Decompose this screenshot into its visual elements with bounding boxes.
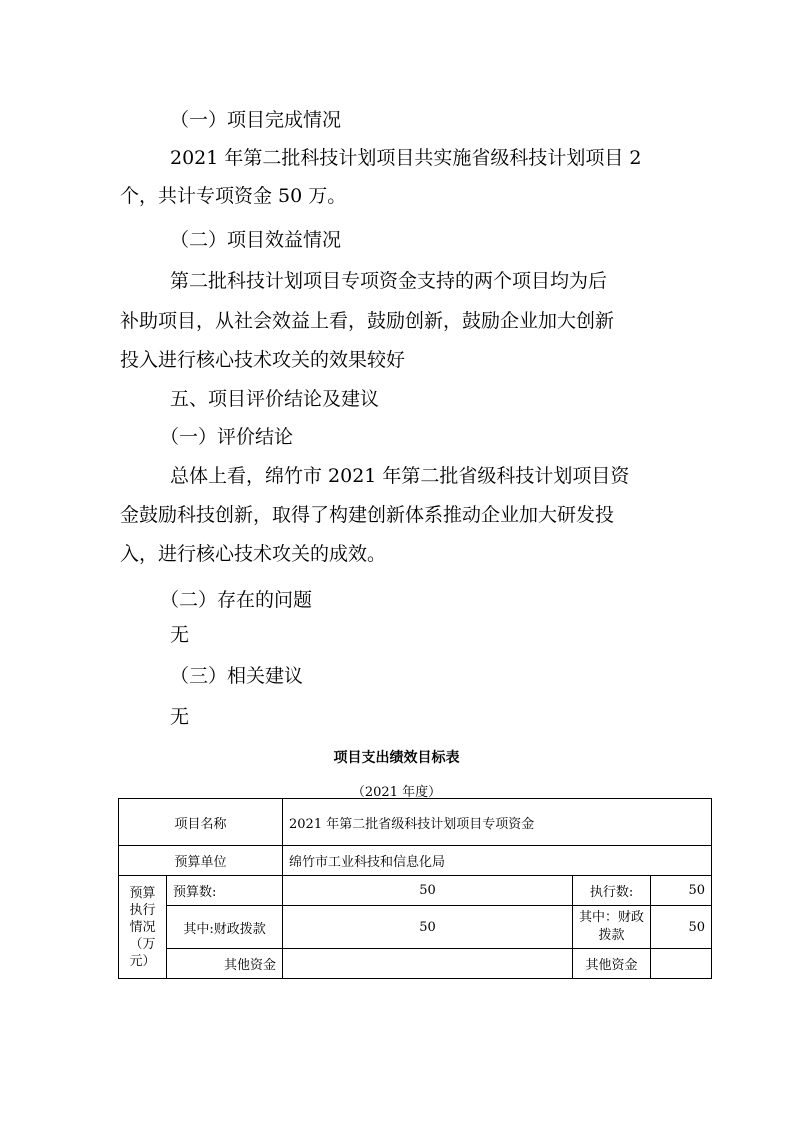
table-row	[119, 949, 712, 979]
executed-amount-label: 执行数:	[573, 876, 651, 906]
table-row	[119, 906, 712, 949]
paragraph-line: 无	[170, 624, 190, 646]
executed-amount-value: 50	[651, 876, 712, 906]
paragraph-line: 2021 年第二批科技计划项目共实施省级科技计划项目 2	[170, 147, 642, 169]
budget-amount-label: 预算数:	[167, 876, 283, 906]
heading-evaluation-result: （一）评价结论	[160, 426, 294, 448]
fiscal-executed-value: 50	[651, 906, 712, 949]
heading-project-benefits: （二）项目效益情况	[170, 229, 342, 251]
paragraph-line: 入，进行核心技术攻关的成效。	[120, 543, 387, 565]
paragraph-line: 金鼓励科技创新，取得了构建创新体系推动企业加大研发投	[120, 504, 615, 526]
other-funds-executed-label: 其他资金	[573, 949, 651, 979]
fiscal-allocation-value: 50	[283, 906, 573, 949]
table-title: 项目支出绩效目标表	[333, 750, 460, 766]
fiscal-allocation-label: 其中:财政拨款	[167, 906, 283, 949]
fiscal-executed-label: 其中：财政拨款	[573, 906, 651, 949]
project-name-label: 项目名称	[119, 799, 283, 846]
table-row	[119, 846, 712, 876]
table-row	[119, 799, 712, 846]
table-year: （2021 年度）	[351, 785, 442, 800]
paragraph-line: 总体上看，绵竹市 2021 年第二批省级科技计划项目资	[170, 465, 630, 487]
other-funds-label: 其他资金	[167, 949, 283, 979]
budget-unit-value: 绵竹市工业科技和信息化局	[283, 846, 712, 876]
paragraph-line: 投入进行核心技术攻关的效果较好	[120, 349, 406, 371]
paragraph-line: 无	[170, 706, 190, 728]
heading-project-completion: （一）项目完成情况	[170, 109, 342, 131]
heading-evaluation-conclusions: 五、项目评价结论及建议	[170, 388, 380, 410]
paragraph-line: 第二批科技计划项目专项资金支持的两个项目均为后	[170, 270, 608, 292]
paragraph-line: 补助项目，从社会效益上看，鼓励创新，鼓励企业加大创新	[120, 310, 615, 332]
table-row	[119, 876, 712, 906]
other-funds-executed-value	[651, 949, 712, 979]
heading-existing-problems: （二）存在的问题	[160, 589, 313, 611]
project-name-value: 2021 年第二批省级科技计划项目专项资金	[283, 799, 712, 846]
other-funds-value	[283, 949, 573, 979]
budget-amount-value: 50	[283, 876, 573, 906]
budget-unit-label: 预算单位	[119, 846, 283, 876]
paragraph-line: 个，共计专项资金 50 万。	[120, 185, 347, 207]
budget-execution-label: 预算执行情况（万元）	[119, 876, 167, 979]
heading-related-suggestions: （三）相关建议	[170, 665, 304, 687]
performance-target-table	[118, 798, 712, 979]
